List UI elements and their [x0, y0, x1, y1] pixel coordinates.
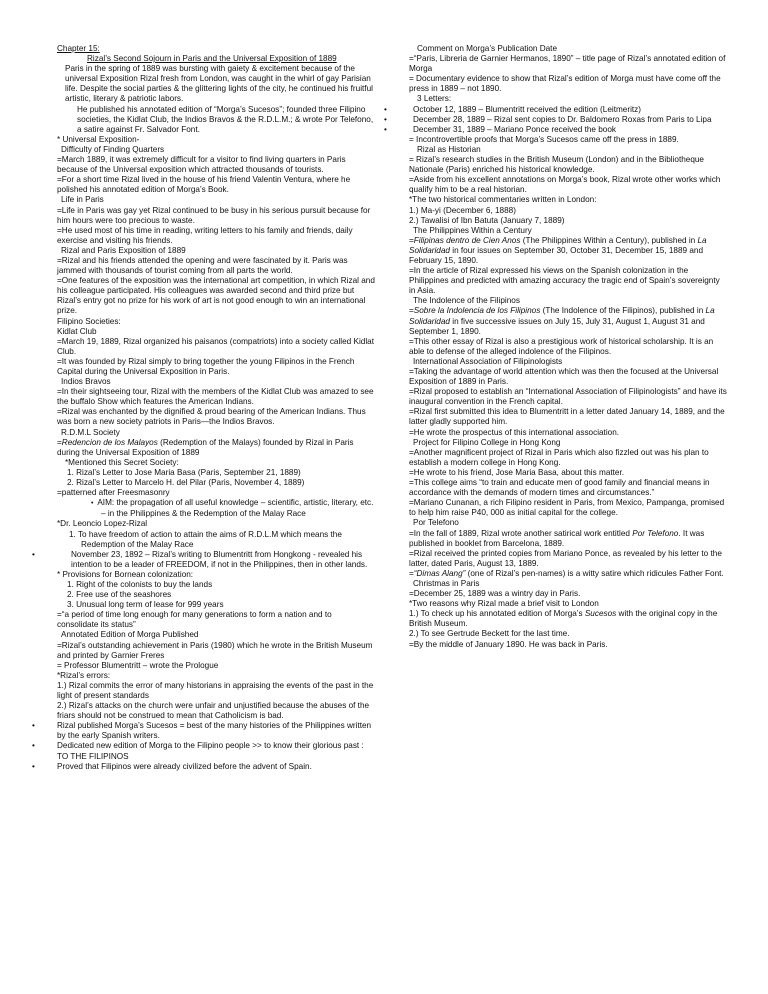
right-line-18: =Sobre la Indolencia de los Filipinos (The Indolence of the Filipinos), published in La Solidaridad in five successive issues on July 15, July 31, August 1, August 31 and September 1, 1890. — [409, 306, 715, 336]
left-line-25: 2. Rizal’s Letter to Marcelo H. del Pilar (Paris, November 4, 1889) — [67, 478, 305, 488]
left-line-38: = Professor Blumentritt – wrote the Prologue — [57, 660, 219, 670]
right-line-3: 3 Letters: — [417, 94, 452, 104]
left-line-19: =In their sightseeing tour, Rizal with the members of the Kidlat Club was amazed to see the buffalo Show which features the American Indians. — [57, 387, 374, 407]
left-line-9: =Life in Paris was gay yet Rizal continued to be busy in his serious pursuit because for him hours were too precious to waste. — [57, 205, 371, 225]
left-line-24: 1. Rizal’s Letter to Jose Maria Basa (Paris, September 21, 1889) — [67, 467, 301, 477]
right-line-34: Christmas in Paris — [413, 578, 480, 588]
right-line-24: =He wrote the prospectus of this international association. — [409, 427, 620, 437]
right-line-0: Comment on Morga’s Publication Date — [417, 44, 558, 53]
left-line-12: =Rizal and his friends attended the opening and were fascinated by it. Paris was jammed with thousands of tourist coming from all parts the world. — [57, 255, 348, 276]
left-line-37: =Rizal’s outstanding achievement in Paris (1980) which he wrote in the British Museum and printed by Garnier Freres — [57, 640, 373, 660]
right-line-23: =Rizal first submitted this idea to Blumentritt in a letter dated January 14, 1889, and the latter gladly supported him. — [409, 407, 725, 427]
left-line-4: * Universal Exposition- — [57, 134, 140, 144]
right-line-10: =Aside from his excellent annotations on Morga’s book, Rizal wrote other works which qualify him to be a real historian. — [409, 175, 721, 195]
left-line-10: =He used most of his time in reading, writing letters to his family and friends, daily exercise and visiting his friends. — [57, 225, 353, 245]
left-line-7: =For a short time Rizal lived in the house of his friend Valentin Ventura, where he polished his annotated edition of Morga’s Book. — [57, 175, 351, 195]
left-line-43: • Dedicated new edition of Morga to the Filipino people >> to know their glorious past : TO THE FILIPINOS — [57, 741, 375, 761]
right-line-36: *Two reasons why Rizal made a brief visit to London — [409, 599, 599, 609]
right-line-19: =This other essay of Rizal is also a prestigious work of historical scholarship. It is an able to defense of the alleged indolence of the Filipinos. — [409, 336, 714, 356]
right-line-6: • December 31, 1889 – Mariano Ponce received the book — [409, 125, 727, 135]
left-line-6: =March 1889, it was extremely difficult for a visitor to find living quarters in Paris because of the Universal exposition which attracted thousands of tourists. — [57, 155, 346, 175]
right-line-14: The Philippines Within a Century — [413, 225, 532, 235]
right-line-22: =Rizal proposed to establish an “International Association of Filipinologists” and have its inaugural convention in the French capital. — [409, 387, 727, 407]
right-line-15: =Filipinas dentro de Cien Anos (The Philippines Within a Century), published in La Solidaridad in four issues on September 30, October 31, December 15, 1889 and February 15, 1890. — [409, 235, 707, 265]
left-line-14: Filipino Societies: — [57, 316, 121, 326]
left-line-8: Life in Paris — [61, 195, 104, 205]
left-line-44: • Proved that Filipinos were already civilized before the advent of Spain. — [57, 762, 375, 772]
left-line-28: *Dr. Leoncio Lopez-Rizal — [57, 519, 148, 529]
left-line-41: 2.) Rizal’s attacks on the church were unfair and unjustified because the abuses of the friars should not be construed to mean that Catholicism is bad. — [57, 701, 370, 721]
left-line-33: 2. Free use of the seashores — [67, 590, 172, 600]
left-line-18: Indios Bravos — [61, 377, 111, 387]
right-line-29: =Mariano Cunanan, a rich Filipino resident in Paris, from Mexico, Pampanga, promised to help him raise P40, 000 as initial capital for the college. — [409, 498, 725, 518]
left-line-15: Kidlat Club — [57, 326, 97, 336]
left-line-16: =March 19, 1889, Rizal organized his paisanos (compatriots) into a society called Kidlat Club. — [57, 336, 374, 356]
right-line-35: =December 25, 1889 was a wintry day in Paris. — [409, 589, 581, 599]
right-line-32: =Rizal received the printed copies from Mariano Ponce, as revealed by his letter to the latter, dated Paris, August 13, 1889. — [409, 548, 722, 568]
left-line-1: Rizal’s Second Sojourn in Paris and the Universal Exposition of 1889 — [87, 54, 337, 64]
right-column — [409, 44, 727, 650]
right-line-20: International Association of Filipinologists — [413, 356, 563, 366]
right-line-38: 2.) To see Gertrude Beckett for the last time. — [409, 629, 570, 639]
left-line-21: R.D.M.L Society — [61, 427, 120, 437]
left-line-23: *Mentioned this Secret Society: — [65, 457, 179, 467]
left-line-32: 1. Right of the colonists to buy the lands — [67, 579, 213, 589]
left-line-22: =Redencion de los Malayos (Redemption of the Malays) founded by Rizal in Paris during the Universal Exposition of 1889 — [57, 437, 354, 457]
right-line-21: =Taking the advantage of world attention which was then the focused at the Universal Exposition of 1889 in Paris. — [409, 367, 719, 387]
left-line-27: • AIM: the propagation of all useful knowledge – scientific, artistic, literary, etc. – in the Philippines & the Redemption of the Malay Race — [91, 498, 374, 519]
right-line-26: =Another magnificent project of Rizal in Paris which also fizzled out was his plan to establish a modern college in Hong Kong. — [409, 447, 709, 467]
left-line-39: *Rizal’s errors: — [57, 670, 111, 680]
right-line-25: Project for Filipino College in Hong Kong — [413, 437, 561, 447]
right-line-16: =In the article of Rizal expressed his views on the Spanish colonization in the Philippines and predicted with amazing accuracy the tragic end of Spain’s sovereignty in Asia. — [409, 266, 720, 296]
right-line-37: 1.) To check up his annotated edition of Morga’s Sucesos with the original copy in the British Museum. — [409, 609, 718, 629]
left-line-35: =“a period of time long enough for many generations to form a nation and to consolidate its status” — [57, 610, 332, 630]
right-line-33: =“Dimas Alang” (one of Rizal’s pen-names) is a witty satire which ridicules Father Font. — [409, 568, 724, 578]
left-line-3: He published his annotated edition of “Morga’s Sucesos”; founded three Filipino societies, the Kidlat Club, the Indios Bravos & the R.D.L.M.; & wrote Por Telefono, a satire against Fr. Salvador Font. — [77, 104, 374, 134]
right-line-28: =This college aims “to train and educate men of good family and financial means in accordance with the demands of modern times and circumstances.” — [409, 478, 710, 498]
left-line-26: =patterned after Freesmasonry — [57, 488, 170, 498]
right-line-4: • October 12, 1889 – Blumentritt received the edition (Leitmeritz) — [409, 105, 727, 115]
left-line-42: • Rizal published Morga’s Sucesos = best of the many histories of the Philippines written by the early Spanish writers. — [57, 721, 375, 741]
left-line-0: Chapter 15: — [57, 44, 100, 53]
left-line-29: 1. To have freedom of action to attain the aims of R.D.L.M which means the Redemption of the Malay Race — [69, 529, 342, 549]
right-line-1: =“Paris, Libreria de Garnier Hermanos, 1890” – title page of Rizal’s annotated edition of Morga — [409, 54, 726, 74]
left-line-5: Difficulty of Finding Quarters — [61, 144, 165, 154]
right-line-17: The Indolence of the Filipinos — [413, 296, 520, 306]
right-line-12: 1.) Ma-yi (December 6, 1888) — [409, 205, 516, 215]
right-line-13: 2.) Tawalisi of Ibn Batuta (January 7, 1889) — [409, 215, 565, 225]
left-line-36: Annotated Edition of Morga Published — [61, 630, 199, 640]
left-line-40: 1.) Rizal commits the error of many historians in appraising the events of the past in the light of present standards — [57, 680, 374, 700]
right-line-30: Por Telefono — [413, 518, 459, 528]
right-line-39: =By the middle of January 1890. He was back in Paris. — [409, 639, 608, 649]
right-line-5: • December 28, 1889 – Rizal sent copies to Dr. Baldomero Roxas from Paris to Lipa — [409, 115, 727, 125]
left-line-2: Paris in the spring of 1889 was bursting with gaiety & excitement because of the universal Exposition Rizal fresh from London, was caught in the whirl of gay Parisian life. Despite the social parties & the glittering lights of the city, he continued his fruitful artistic, literary & patriotic labors. — [65, 64, 373, 104]
left-line-30: • November 23, 1892 – Rizal’s writing to Blumentritt from Hongkong - revealed his intention to be a leader of FREEDOM, if not in the Philippines, then in other lands. — [57, 550, 375, 570]
left-line-11: Rizal and Paris Exposition of 1889 — [61, 245, 186, 255]
right-line-27: =He wrote to his friend, Jose Maria Basa, about this matter. — [409, 467, 625, 477]
right-line-9: = Rizal’s research studies in the British Museum (London) and in the Bibliotheque Nationale (Paris) enriched his historical knowledge. — [409, 155, 704, 175]
right-line-31: =In the fall of 1889, Rizal wrote another satirical work entitled Por Telefono. It was published in booklet from Barcelona, 1889. — [409, 528, 705, 548]
left-line-20: =Rizal was enchanted by the dignified & proud bearing of the American Indians. Thus was born a new society patriots in Paris—the Indios Bravos. — [57, 407, 366, 427]
left-column — [57, 44, 375, 772]
right-line-8: Rizal as Historian — [417, 144, 481, 154]
left-line-13: =One features of the exposition was the international art competition, in which Rizal and his colleague participated. His colleagues was awarded second and third prize but Rizal’s entry got no prize for his work of art is not good enough to win an international prize. — [57, 276, 375, 316]
left-line-17: =It was founded by Rizal simply to bring together the young Filipinos in the French Capital during the Universal Exposition in Paris. — [57, 356, 355, 376]
right-line-2: = Documentary evidence to show that Rizal’s edition of Morga must have come off the press in 1889 – not 1890. — [409, 74, 721, 94]
left-line-31: * Provisions for Bornean colonization: — [57, 569, 194, 579]
right-line-7: = Incontrovertible proofs that Morga’s Sucesos came off the press in 1889. — [409, 134, 679, 144]
right-line-11: *The two historical commentaries written in London: — [409, 195, 597, 205]
left-line-34: 3. Unusual long term of lease for 999 years — [67, 600, 224, 610]
